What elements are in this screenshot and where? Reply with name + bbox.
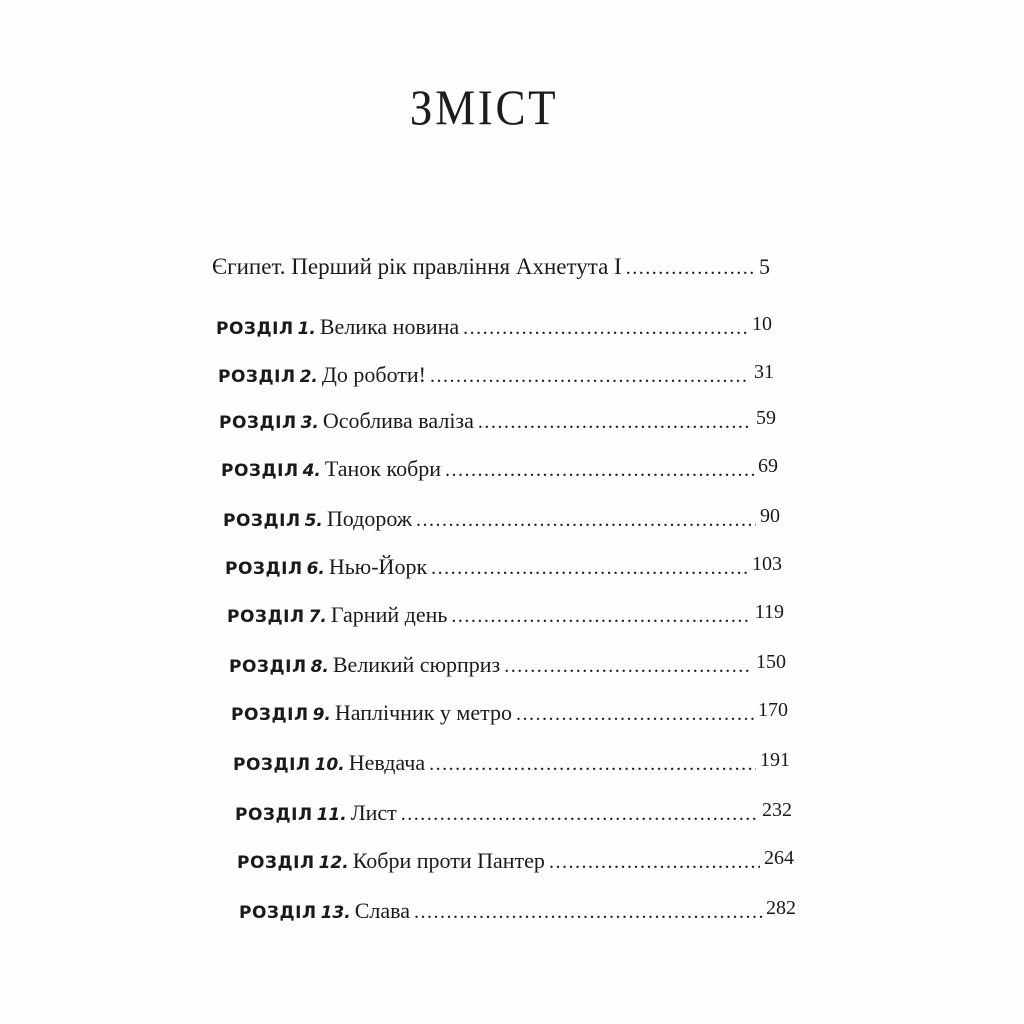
entry-title: Єгипет. Перший рік правління Ахнетута I [212, 254, 622, 279]
toc-entry-prologue [212, 254, 770, 288]
toc-entry-chapter-7 [227, 602, 784, 636]
chapter-label: РОЗДІЛ [221, 461, 299, 481]
toc-entry-chapter-2 [218, 362, 774, 396]
chapter-number: 1. [297, 319, 316, 339]
dot-leader [429, 753, 756, 776]
chapter-label: РОЗДІЛ [219, 413, 297, 433]
entry-title: Кобри проти Пантер [352, 848, 545, 873]
page-number: 232 [762, 799, 792, 821]
chapter-label: РОЗДІЛ [235, 805, 313, 825]
page-number: 90 [760, 505, 780, 527]
chapter-label: РОЗДІЛ [233, 755, 311, 775]
dot-leader [416, 509, 756, 532]
chapter-number: 11. [316, 805, 347, 825]
chapter-number: 3. [300, 413, 319, 433]
chapter-label: РОЗДІЛ [237, 853, 315, 873]
page-number: 69 [758, 455, 778, 477]
toc-entry-chapter-1 [216, 314, 772, 348]
chapter-number: 2. [299, 367, 318, 387]
chapter-number: 10. [314, 755, 345, 775]
page-number: 119 [754, 601, 784, 623]
dot-leader [414, 901, 762, 924]
entry-title: Танок кобри [324, 456, 442, 481]
entry-title: Велика новина [319, 314, 460, 339]
dot-leader [626, 257, 755, 280]
chapter-label: РОЗДІЛ [216, 319, 294, 339]
page-number: 170 [758, 699, 788, 721]
page-number: 191 [760, 749, 790, 771]
toc-entry-chapter-6 [225, 554, 782, 588]
entry-title: Слава [354, 898, 410, 923]
dot-leader [401, 803, 758, 826]
toc-entry-chapter-9 [231, 700, 788, 734]
dot-leader [445, 459, 754, 482]
toc-entry-chapter-4 [221, 456, 778, 490]
page-number: 31 [754, 361, 774, 383]
dot-leader [478, 411, 752, 434]
chapter-number: 9. [312, 705, 331, 725]
toc-entry-chapter-8 [229, 652, 786, 686]
chapter-number: 8. [310, 657, 329, 677]
page-number: 282 [766, 897, 796, 919]
page-number: 150 [756, 651, 786, 673]
dot-leader [504, 655, 752, 678]
chapter-label: РОЗДІЛ [239, 903, 317, 923]
chapter-label: РОЗДІЛ [231, 705, 309, 725]
toc-entry-chapter-11 [235, 800, 792, 834]
entry-title: Особлива валіза [322, 408, 474, 433]
page-number: 10 [752, 313, 772, 335]
entry-title: Великий сюрприз [332, 652, 501, 677]
toc-entry-chapter-13 [239, 898, 796, 932]
page-number: 264 [764, 847, 794, 869]
entry-title: Нью-Йорк [328, 554, 428, 579]
chapter-label: РОЗДІЛ [229, 657, 307, 677]
entry-title: Гарний день [330, 602, 448, 627]
chapter-number: 6. [306, 559, 325, 579]
chapter-number: 13. [320, 903, 351, 923]
toc-entry-chapter-5 [223, 506, 780, 540]
chapter-label: РОЗДІЛ [223, 511, 301, 531]
chapter-label: РОЗДІЛ [218, 367, 296, 387]
chapter-number: 5. [304, 511, 323, 531]
page-number: 59 [756, 407, 776, 429]
chapter-label: РОЗДІЛ [227, 607, 305, 627]
page-number: 5 [759, 254, 770, 279]
entry-title: Подорож [326, 506, 412, 531]
entry-title: Невдача [348, 750, 426, 775]
chapter-label: РОЗДІЛ [225, 559, 303, 579]
chapter-number: 12. [318, 853, 349, 873]
toc-entry-chapter-3 [219, 408, 776, 442]
page-title: ЗМІСТ [409, 79, 559, 135]
page-number: 103 [752, 553, 782, 575]
toc-entry-chapter-12 [237, 848, 794, 882]
dot-leader [549, 851, 760, 874]
dot-leader [451, 605, 750, 628]
chapter-number: 4. [302, 461, 321, 481]
entry-title: До роботи! [321, 362, 426, 387]
dot-leader [431, 557, 748, 580]
entry-title: Лист [350, 800, 397, 825]
dot-leader [430, 365, 750, 388]
chapter-number: 7. [308, 607, 327, 627]
dot-leader [463, 317, 748, 340]
dot-leader [516, 703, 754, 726]
entry-title: Наплічник у метро [334, 700, 512, 725]
toc-entry-chapter-10 [233, 750, 790, 784]
